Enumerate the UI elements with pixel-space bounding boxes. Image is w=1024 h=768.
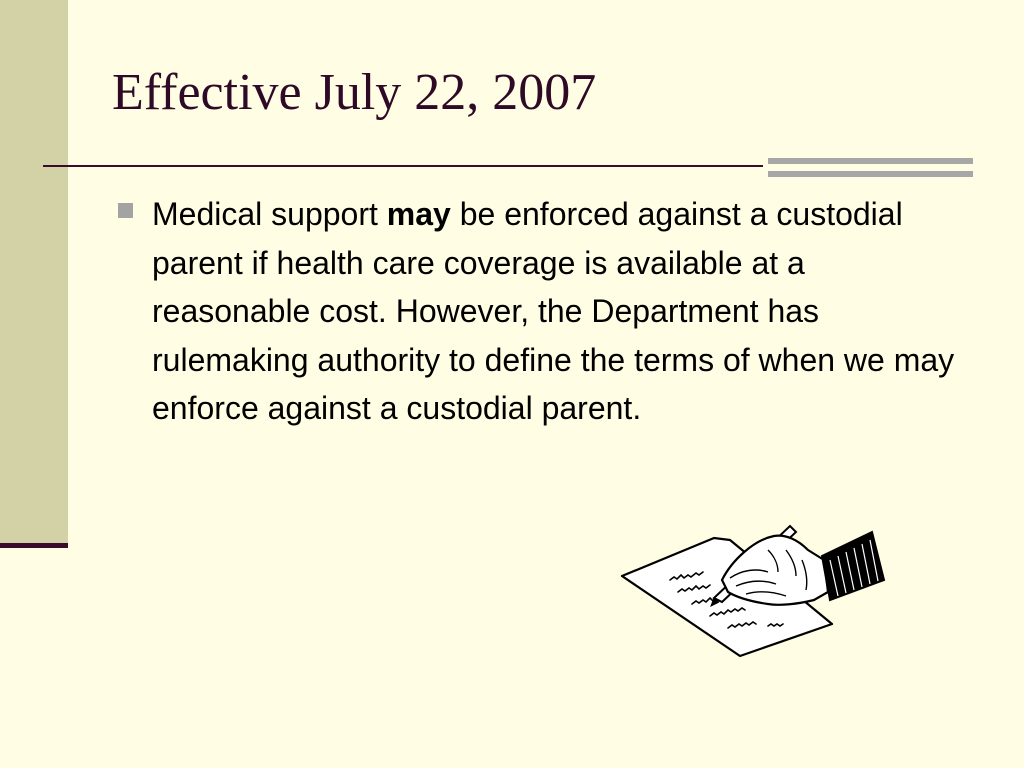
title-divider [43,165,763,167]
bullet-item [118,190,958,433]
bullet-emphasis: may [386,196,451,232]
bullet-text [152,190,958,433]
hand-writing-icon [618,520,888,660]
left-bar-underline [0,543,68,548]
bullet-square-icon [118,203,133,218]
bullet-text-start: Medical support [152,196,387,232]
left-decorative-bar [0,0,68,545]
accent-band-top [768,158,973,164]
accent-band-bottom [768,171,973,177]
accent-bands [768,158,973,180]
bullet-text-end: be enforced against a custodial parent if health care coverage is available at a reasonable cost. However, the Department has rulemaking authority to define the terms of when we may enforce against a custodial parent. [152,196,955,427]
slide-title: Effective July 22, 2007 [112,64,597,121]
